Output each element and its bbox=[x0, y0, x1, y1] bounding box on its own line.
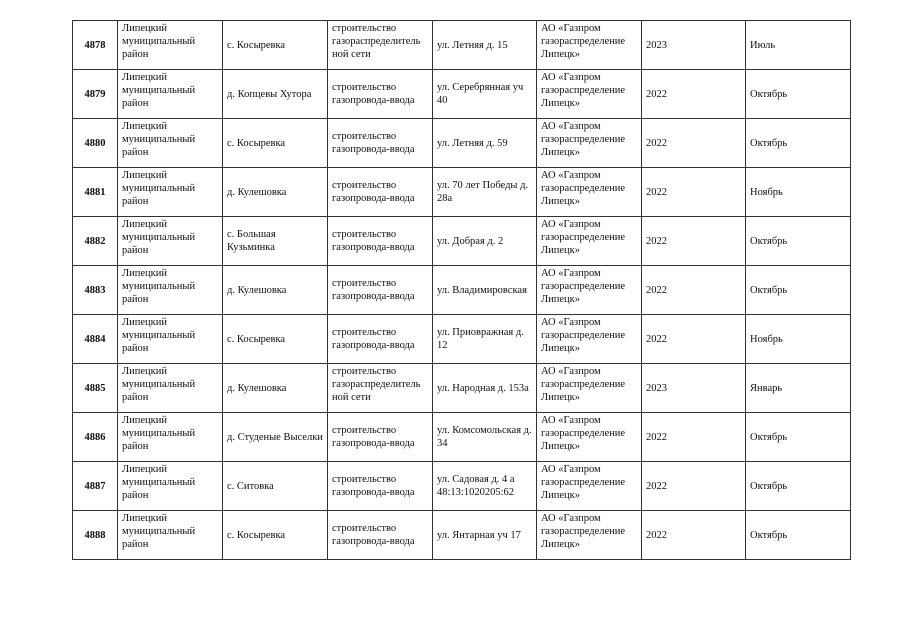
table-row bbox=[73, 217, 851, 266]
organization-cell: АО «Газпром газораспределение Липецк» bbox=[537, 462, 642, 511]
month-cell: Октябрь bbox=[746, 462, 851, 511]
work-type-cell: строительство газопровода-ввода bbox=[328, 266, 433, 315]
row-number: 4885 bbox=[73, 364, 118, 413]
settlement-cell: д. Кулешовка bbox=[223, 266, 328, 315]
organization-cell: АО «Газпром газораспределение Липецк» bbox=[537, 70, 642, 119]
organization-cell: АО «Газпром газораспределение Липецк» bbox=[537, 364, 642, 413]
month-cell: Октябрь bbox=[746, 413, 851, 462]
address-cell: ул. Народная д. 153а bbox=[433, 364, 537, 413]
row-number: 4881 bbox=[73, 168, 118, 217]
row-number: 4884 bbox=[73, 315, 118, 364]
month-cell: Октябрь bbox=[746, 217, 851, 266]
address-cell: ул. Серебрянная уч 40 bbox=[433, 70, 537, 119]
organization-cell: АО «Газпром газораспределение Липецк» bbox=[537, 413, 642, 462]
year-cell: 2022 bbox=[642, 266, 746, 315]
year-cell: 2022 bbox=[642, 70, 746, 119]
row-number: 4887 bbox=[73, 462, 118, 511]
district-cell: Липецкий муниципальный район bbox=[118, 70, 223, 119]
district-cell: Липецкий муниципальный район bbox=[118, 462, 223, 511]
row-number: 4886 bbox=[73, 413, 118, 462]
settlement-cell: с. Косыревка bbox=[223, 21, 328, 70]
month-cell: Октябрь bbox=[746, 119, 851, 168]
organization-cell: АО «Газпром газораспределение Липецк» bbox=[537, 315, 642, 364]
row-number: 4880 bbox=[73, 119, 118, 168]
address-cell: ул. Летняя д. 59 bbox=[433, 119, 537, 168]
table-row bbox=[73, 266, 851, 315]
year-cell: 2022 bbox=[642, 119, 746, 168]
month-cell: Октябрь bbox=[746, 70, 851, 119]
table-row bbox=[73, 70, 851, 119]
row-number: 4883 bbox=[73, 266, 118, 315]
settlement-cell: д. Кулешовка bbox=[223, 364, 328, 413]
district-cell: Липецкий муниципальный район bbox=[118, 511, 223, 560]
settlement-cell: д. Кулешовка bbox=[223, 168, 328, 217]
organization-cell: АО «Газпром газораспределение Липецк» bbox=[537, 119, 642, 168]
organization-cell: АО «Газпром газораспределение Липецк» bbox=[537, 168, 642, 217]
address-cell: ул. Летняя д. 15 bbox=[433, 21, 537, 70]
work-type-cell: строительство газопровода-ввода bbox=[328, 511, 433, 560]
table-row bbox=[73, 413, 851, 462]
gas-connection-registry-table bbox=[72, 20, 851, 560]
table-row bbox=[73, 511, 851, 560]
organization-cell: АО «Газпром газораспределение Липецк» bbox=[537, 217, 642, 266]
district-cell: Липецкий муниципальный район bbox=[118, 266, 223, 315]
address-cell: ул. Приовражная д. 12 bbox=[433, 315, 537, 364]
district-cell: Липецкий муниципальный район bbox=[118, 119, 223, 168]
year-cell: 2023 bbox=[642, 364, 746, 413]
month-cell: Январь bbox=[746, 364, 851, 413]
address-cell: ул. 70 лет Победы д. 28а bbox=[433, 168, 537, 217]
month-cell: Ноябрь bbox=[746, 168, 851, 217]
row-number: 4878 bbox=[73, 21, 118, 70]
organization-cell: АО «Газпром газораспределение Липецк» bbox=[537, 21, 642, 70]
registry-table-body bbox=[73, 21, 851, 560]
district-cell: Липецкий муниципальный район bbox=[118, 168, 223, 217]
table-row bbox=[73, 168, 851, 217]
address-cell: ул. Владимировская bbox=[433, 266, 537, 315]
address-cell: ул. Добрая д. 2 bbox=[433, 217, 537, 266]
table-row bbox=[73, 462, 851, 511]
row-number: 4879 bbox=[73, 70, 118, 119]
month-cell: Октябрь bbox=[746, 266, 851, 315]
row-number: 4882 bbox=[73, 217, 118, 266]
year-cell: 2023 bbox=[642, 21, 746, 70]
district-cell: Липецкий муниципальный район bbox=[118, 413, 223, 462]
table-row bbox=[73, 364, 851, 413]
district-cell: Липецкий муниципальный район bbox=[118, 217, 223, 266]
work-type-cell: строительство газопровода-ввода bbox=[328, 217, 433, 266]
year-cell: 2022 bbox=[642, 462, 746, 511]
work-type-cell: строительство газопровода-ввода bbox=[328, 413, 433, 462]
work-type-cell: строительство газопровода-ввода bbox=[328, 462, 433, 511]
year-cell: 2022 bbox=[642, 315, 746, 364]
address-cell: ул. Садовая д. 4 а 48:13:1020205:62 bbox=[433, 462, 537, 511]
year-cell: 2022 bbox=[642, 413, 746, 462]
district-cell: Липецкий муниципальный район bbox=[118, 21, 223, 70]
work-type-cell: строительство газопровода-ввода bbox=[328, 168, 433, 217]
settlement-cell: с. Косыревка bbox=[223, 315, 328, 364]
settlement-cell: с. Ситовка bbox=[223, 462, 328, 511]
table-row bbox=[73, 21, 851, 70]
row-number: 4888 bbox=[73, 511, 118, 560]
settlement-cell: д. Студеные Выселки bbox=[223, 413, 328, 462]
year-cell: 2022 bbox=[642, 168, 746, 217]
work-type-cell: строительство газопровода-ввода bbox=[328, 315, 433, 364]
table-row bbox=[73, 119, 851, 168]
organization-cell: АО «Газпром газораспределение Липецк» bbox=[537, 511, 642, 560]
year-cell: 2022 bbox=[642, 217, 746, 266]
district-cell: Липецкий муниципальный район bbox=[118, 364, 223, 413]
month-cell: Октябрь bbox=[746, 511, 851, 560]
settlement-cell: с. Косыревка bbox=[223, 119, 328, 168]
year-cell: 2022 bbox=[642, 511, 746, 560]
settlement-cell: с. Косыревка bbox=[223, 511, 328, 560]
settlement-cell: с. Большая Кузьминка bbox=[223, 217, 328, 266]
work-type-cell: строительство газопровода-ввода bbox=[328, 70, 433, 119]
table-row bbox=[73, 315, 851, 364]
district-cell: Липецкий муниципальный район bbox=[118, 315, 223, 364]
month-cell: Июль bbox=[746, 21, 851, 70]
settlement-cell: д. Копцевы Хутора bbox=[223, 70, 328, 119]
address-cell: ул. Янтарная уч 17 bbox=[433, 511, 537, 560]
address-cell: ул. Комсомольская д. 34 bbox=[433, 413, 537, 462]
organization-cell: АО «Газпром газораспределение Липецк» bbox=[537, 266, 642, 315]
work-type-cell: строительство газораспределитель ной сети bbox=[328, 364, 433, 413]
work-type-cell: строительство газопровода-ввода bbox=[328, 119, 433, 168]
work-type-cell: строительство газораспределитель ной сети bbox=[328, 21, 433, 70]
month-cell: Ноябрь bbox=[746, 315, 851, 364]
